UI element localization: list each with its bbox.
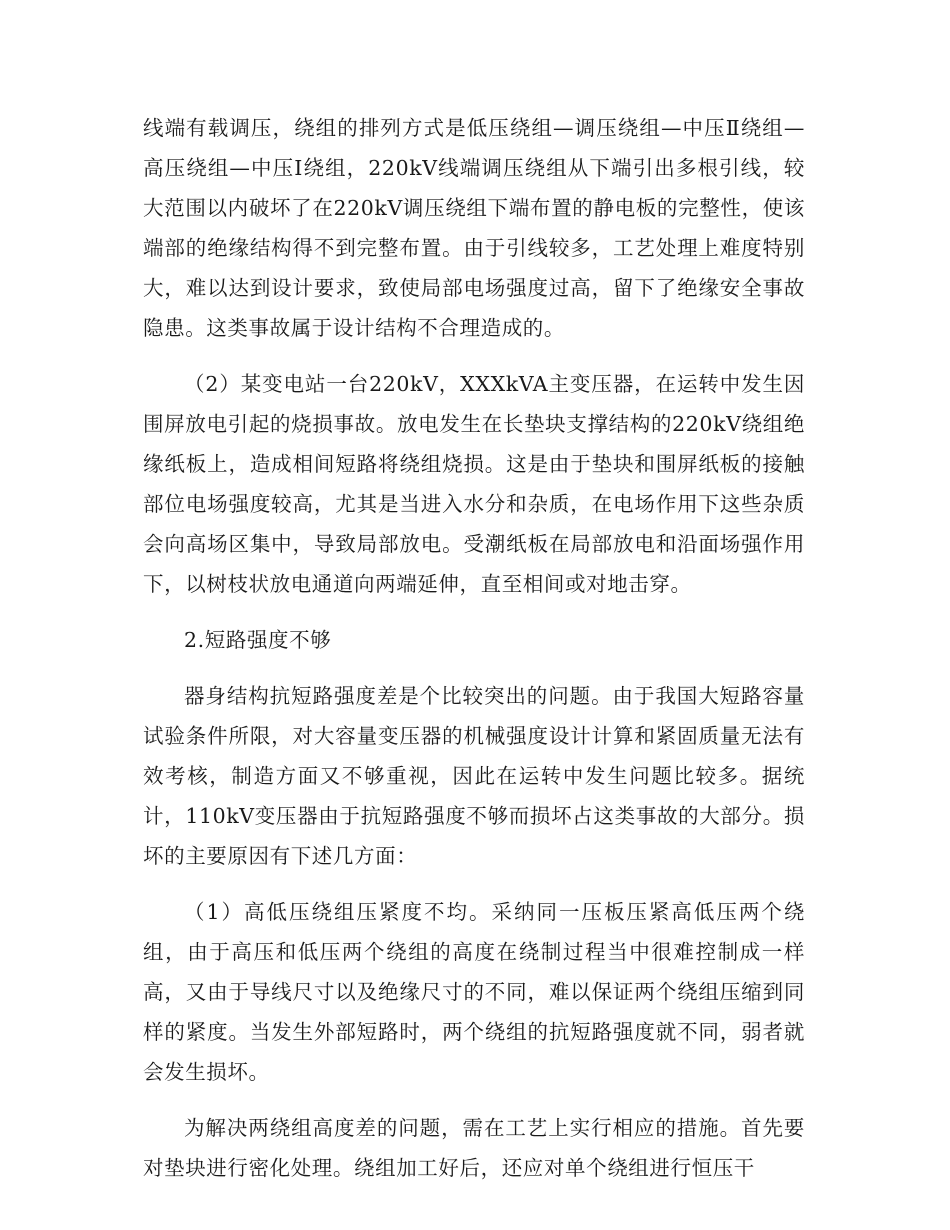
section-heading: 2.短路强度不够 <box>184 628 332 652</box>
paragraph-case-2: （2）某变电站一台220kV，XXXkVA主变压器，在运转中发生因围屏放电引起的烧损事故。放电发生在长垫块支撑结构的220kV绕组绝缘纸板上，造成相间短路将绕组烧损。这是由于垫块和围屏纸板的接触部位电场强度较高，尤其是当进入水分和杂质，在电场作用下这些杂质会向高场区集中，导致局部放电。受潮纸板在局部放电和沿面场强作用下，以树枝状放电通道向两端延伸，直至相间或对地击穿。 <box>143 372 805 596</box>
paragraph-gap <box>143 604 805 620</box>
paragraph-gap <box>143 660 805 676</box>
paragraph-item-1: （1）高低压绕组压紧度不均。采纳同一压板压紧高低压两个绕组，由于高压和低压两个绕组的高度在绕制过程当中很难控制成一样高，又由于导线尺寸以及绝缘尺寸的不同，难以保证两个绕组压缩到同样的紧度。当发生外部短路时，两个绕组的抗短路强度就不同，弱者就会发生损坏。 <box>143 900 805 1084</box>
document-body <box>143 108 805 1188</box>
paragraph-continuation: 线端有载调压，绕组的排列方式是低压绕组—调压绕组—中压Ⅱ绕组—高压绕组—中压Ⅰ绕组，220kV线端调压绕组从下端引出多根引线，较大范围以内破坏了在220kV调压绕组下端布置的静电板的完整性，使该端部的绝缘结构得不到完整布置。由于引线较多，工艺处理上难度特别大，难以达到设计要求，致使局部电场强度过高，留下了绝缘安全事故隐患。这类事故属于设计结构不合理造成的。 <box>143 116 805 340</box>
paragraph-gap <box>143 348 805 364</box>
paragraph-solution: 为解决两绕组高度差的问题，需在工艺上实行相应的措施。首先要对垫块进行密化处理。绕组加工好后，还应对单个绕组进行恒压干 <box>143 1116 805 1180</box>
paragraph-short-circuit-intro: 器身结构抗短路强度差是个比较突出的问题。由于我国大短路容量试验条件所限，对大容量变压器的机械强度设计计算和紧固质量无法有效考核，制造方面又不够重视，因此在运转中发生问题比较多。据统计，110kV变压器由于抗短路强度不够而损坏占这类事故的大部分。损坏的主要原因有下述几方面： <box>143 684 805 868</box>
paragraph-gap <box>143 876 805 892</box>
paragraph-gap <box>143 1092 805 1108</box>
